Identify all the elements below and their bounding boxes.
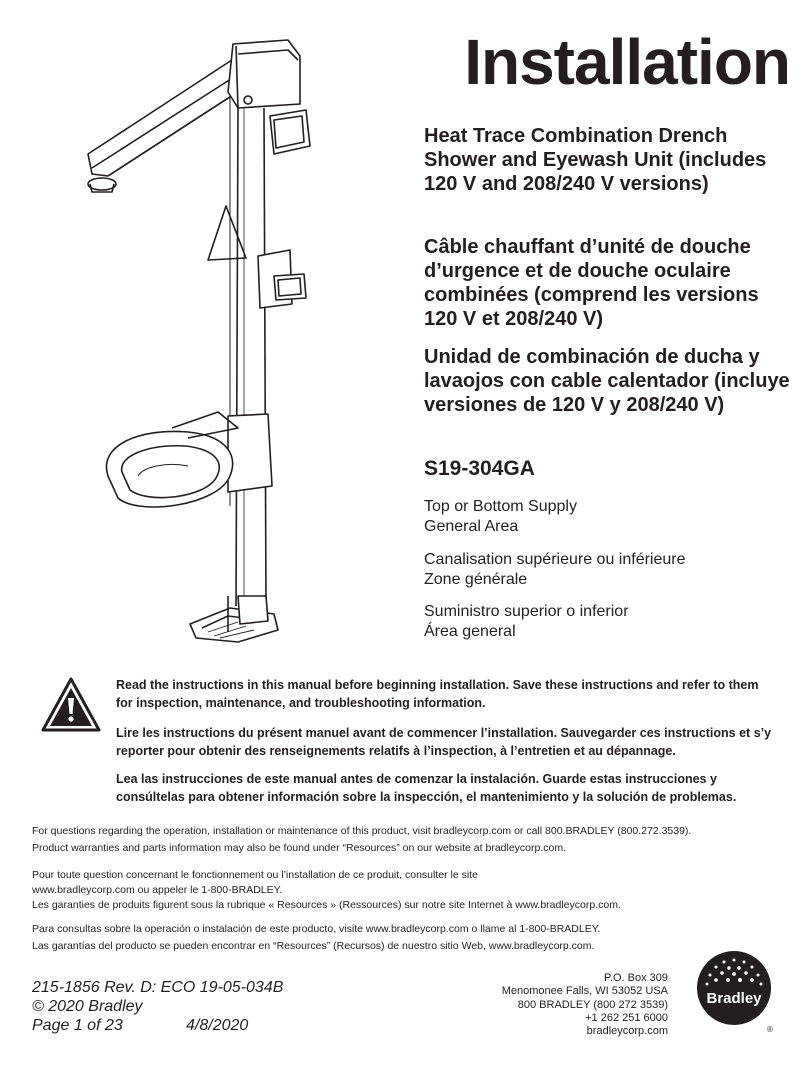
product-title-en: Heat Trace Combination Drench Shower and Eyewash Unit (includes 120 V and 208/240 V versions) — [424, 125, 767, 195]
warning-icon — [40, 676, 102, 734]
contact-es-2: Las garantías del producto se pueden encontrar en “Resources” (Recursos) de nuestro sitio Web, www.bradleycorp.com. — [32, 940, 595, 952]
warning-text-en: Read the instructions in this manual before beginning installation. Save these instructions and refer to them for inspection, maintenance, and troubleshooting information. — [116, 678, 759, 710]
brand-name: Bradley — [706, 990, 762, 1007]
bradley-logo — [694, 950, 778, 1034]
address-line-1: P.O. Box 309 — [603, 972, 668, 984]
supply-fr-line-2: Zone générale — [424, 571, 528, 588]
supply-fr-line-1: Canalisation supérieure ou inférieure — [424, 551, 686, 568]
product-title-es: Unidad de combinación de ducha y lavaojos con cable calentador (incluye versiones de 120 V y 208/240 V) — [424, 346, 790, 416]
address-line-3: 800 BRADLEY (800 272 3539) — [517, 998, 668, 1011]
supply-en-line-1: Top or Bottom Supply — [424, 498, 577, 515]
address-line-2: Menomonee Falls, WI 53052 USA — [501, 985, 668, 998]
contact-fr-1: Pour toute question concernant le fonctionnement ou l’installation de ce produit, consulter le site www.bradleycorp.com ou appeler le 1-800-BRADLEY. — [32, 869, 478, 896]
contact-en-1: For questions regarding the operation, installation or maintenance of this product, visit bradleycorp.com or call 800.BRADLEY (800.272.3539). — [32, 825, 692, 837]
product-title-fr: Câble chauffant d’unité de douche d’urgence et de douche oculaire combinées (comprend les versions 120 V et 208/240 V) — [424, 236, 759, 330]
doc-number: 215-1856 Rev. D: ECO 19-05-034B — [32, 979, 284, 996]
address — [462, 972, 668, 1038]
copyright: © 2020 Bradley — [32, 998, 143, 1015]
warning-text-es: Lea las instrucciones de este manual antes de comenzar la instalación. Guarde estas instrucciones y consúltelas para obtener información sobre la inspección, el mantenimiento y la solución de problemas. — [116, 772, 737, 804]
supply-fr — [424, 550, 794, 590]
warning-text-fr: Lire les instructions du présent manuel avant de commencer l’installation. Sauvegarder ces instructions et s’y reporter pour obtenir des renseignements relatifs à l’inspection, à l’entretien et au dépannage. — [116, 726, 772, 758]
address-line-4: +1 262 251 6000 — [585, 1011, 668, 1024]
contact-es-1: Para consultas sobre la operación o instalación de este producto, visite www.bradleycorp.com o llame al 1-800-BRADLEY. — [32, 923, 601, 935]
supply-en — [424, 497, 794, 537]
registered-mark: ® — [767, 1025, 773, 1034]
supply-es-line-2: Área general — [424, 623, 516, 640]
product-illustration — [78, 36, 408, 656]
doc-date: 4/8/2020 — [186, 1017, 249, 1034]
page-title: Installation — [464, 26, 790, 98]
model-number: S19-304GA — [424, 457, 535, 480]
address-line-5: bradleycorp.com — [586, 1025, 668, 1038]
contact-fr-2: Les garanties de produits figurent sous la rubrique « Resources » (Ressources) sur notre site Internet à www.bradleycorp.com. — [32, 899, 621, 911]
contact-en-2: Product warranties and parts information may also be found under “Resources” on our website at bradleycorp.com. — [32, 842, 567, 854]
supply-en-line-2: General Area — [424, 518, 519, 535]
supply-es — [424, 602, 794, 642]
page-number: Page 1 of 23 — [32, 1017, 123, 1034]
supply-es-line-1: Suministro superior o inferior — [424, 603, 629, 620]
